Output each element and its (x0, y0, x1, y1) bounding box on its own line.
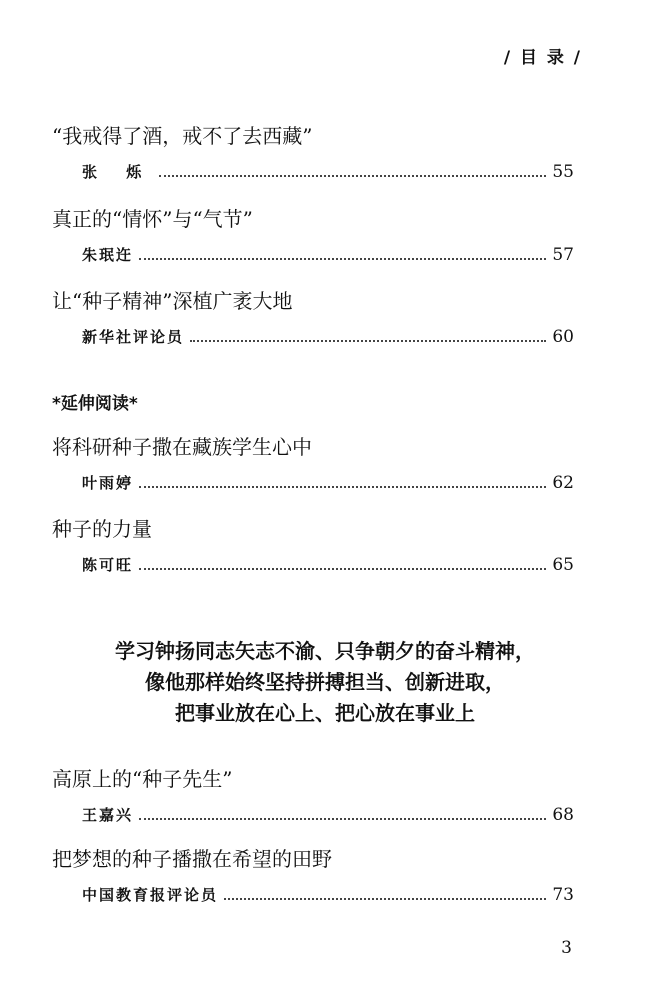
toc-entry-author-row (82, 473, 574, 493)
toc-entry (52, 846, 574, 905)
toc-entry-author-row (82, 555, 574, 575)
toc-entry-title: 将科研种子撒在藏族学生心中 (52, 435, 312, 459)
quote-line: 像他那样始终坚持拼搏担当、创新进取， (145, 670, 505, 694)
toc-entry (52, 516, 574, 575)
dot-leader (139, 257, 546, 260)
toc-entry-author: 中国教育报评论员 (82, 886, 219, 904)
dot-leader (139, 485, 546, 488)
toc-entry-title: 把梦想的种子播撒在希望的田野 (52, 847, 332, 871)
quote-line: 把事业放在心上、把心放在事业上 (175, 701, 475, 725)
toc-entry-page: 73 (552, 885, 574, 905)
toc-entry-author: 王嘉兴 (82, 806, 134, 824)
toc-entry (52, 434, 574, 493)
toc-entry (52, 766, 574, 825)
toc-entry-title: “我戒得了酒，戒不了去西藏” (52, 124, 313, 148)
toc-entry-author-row (82, 245, 574, 265)
toc-entry-title: 高原上的“种子先生” (52, 767, 233, 791)
toc-entry (52, 123, 574, 182)
dot-leader (139, 817, 546, 820)
toc-entry (52, 206, 574, 265)
running-header: / 目 录 / (503, 48, 582, 68)
section-heading-quote (0, 636, 650, 729)
toc-entry-page: 55 (552, 162, 574, 182)
quote-line: 学习钟扬同志矢志不渝、只争朝夕的奋斗精神， (115, 639, 535, 663)
dot-leader (224, 897, 546, 900)
toc-entry-author: 新华社评论员 (82, 328, 185, 346)
page-number: 3 (561, 938, 572, 958)
toc-entry-author: 叶雨婷 (82, 474, 134, 492)
toc-entry-author: 张 烁 (82, 163, 154, 181)
dot-leader (190, 339, 546, 342)
toc-entry-author-row (82, 327, 574, 347)
toc-entry-page: 57 (552, 245, 574, 265)
toc-entry-page: 60 (552, 327, 574, 347)
dot-leader (139, 567, 546, 570)
toc-entry-author-row (82, 162, 574, 182)
toc-entry-author: 陈可旺 (82, 556, 134, 574)
toc-entry-page: 65 (552, 555, 574, 575)
toc-entry-author-row (82, 885, 574, 905)
section-label-extended-reading: *延伸阅读* (52, 394, 138, 414)
dot-leader (159, 174, 546, 177)
toc-entry-page: 68 (552, 805, 574, 825)
toc-entry-author: 朱珉迕 (82, 246, 134, 264)
toc-entry-title: 真正的“情怀”与“气节” (52, 207, 253, 231)
toc-entry-title: 种子的力量 (52, 517, 152, 541)
toc-entry-author-row (82, 805, 574, 825)
toc-entry-page: 62 (552, 473, 574, 493)
toc-entry (52, 288, 574, 347)
toc-entry-title: 让“种子精神”深植广袤大地 (52, 289, 293, 313)
